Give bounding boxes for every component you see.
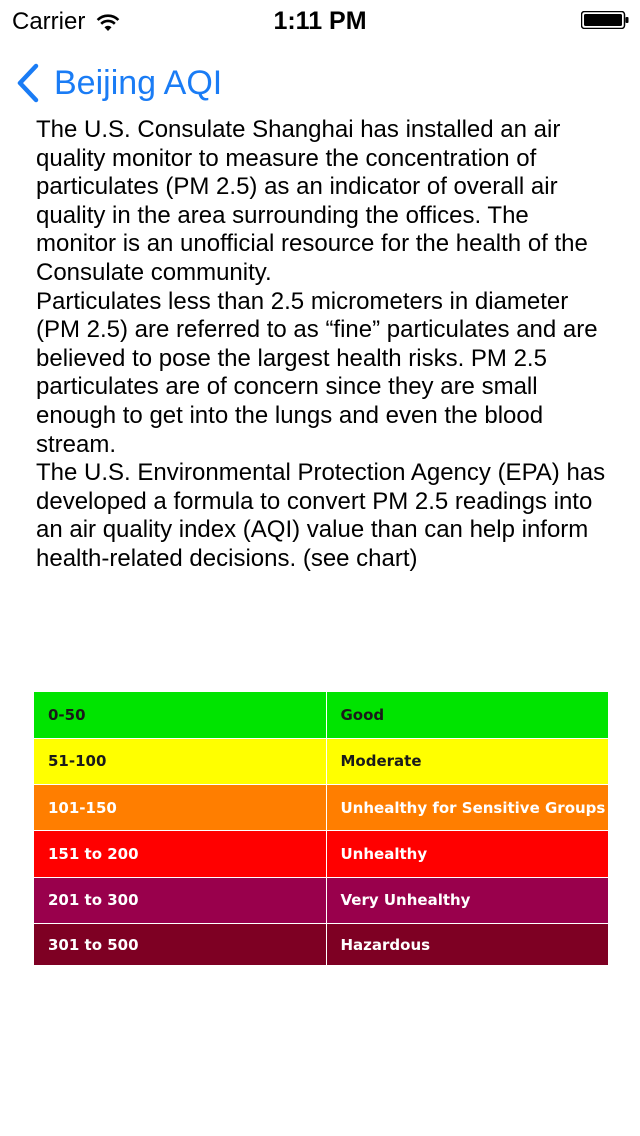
aqi-row xyxy=(34,923,608,965)
status-time: 1:11 PM xyxy=(273,7,367,35)
aqi-range-cell: 51-100 xyxy=(34,738,326,784)
aqi-level-cell: Unhealthy for Sensitive Groups xyxy=(326,785,608,831)
status-bar xyxy=(0,0,640,40)
back-label[interactable]: Beijing AQI xyxy=(54,64,223,102)
aqi-row xyxy=(34,738,608,784)
aqi-row xyxy=(34,831,608,877)
aqi-level-cell: Very Unhealthy xyxy=(326,877,608,923)
paragraph-consulate-monitor: The U.S. Consulate Shanghai has installed an air quality monitor to measure the concentration of particulates (PM 2.5) as an indicator of overall air quality in the area surrounding the offices. The monitor is an unofficial resource for the health of the Consulate community. xyxy=(36,116,588,286)
info-text-area xyxy=(36,116,606,574)
aqi-level-cell: Good xyxy=(326,692,608,738)
chevron-left-icon xyxy=(14,62,42,104)
navigation-bar xyxy=(0,40,640,128)
carrier-label: Carrier xyxy=(12,8,86,35)
back-button[interactable] xyxy=(14,62,222,104)
paragraph-particulates: Particulates less than 2.5 micrometers in diameter (PM 2.5) are referred to as “fine” particulates and are believed to pose the largest health risks. PM 2.5 particulates are of concern since they are small enough to get into the lungs and even the blood stream. xyxy=(36,287,598,458)
aqi-level-cell: Unhealthy xyxy=(326,831,608,877)
aqi-range-cell: 301 to 500 xyxy=(34,923,326,965)
aqi-range-cell: 0-50 xyxy=(34,692,326,738)
aqi-range-cell: 201 to 300 xyxy=(34,877,326,923)
aqi-level-cell: Moderate xyxy=(326,738,608,784)
paragraph-epa-formula: The U.S. Environmental Protection Agency (EPA) has developed a formula to convert PM 2.5 readings into an air quality index (AQI) value than can help inform health-related decisions. (see chart) xyxy=(36,459,606,572)
aqi-range-cell: 101-150 xyxy=(34,785,326,831)
aqi-level-cell: Hazardous xyxy=(340,935,431,954)
aqi-range-cell: 151 to 200 xyxy=(34,831,326,877)
aqi-row xyxy=(34,877,608,923)
aqi-row xyxy=(34,692,608,738)
battery-icon xyxy=(581,11,629,29)
aqi-chart-table xyxy=(34,692,608,965)
aqi-row xyxy=(34,785,608,831)
